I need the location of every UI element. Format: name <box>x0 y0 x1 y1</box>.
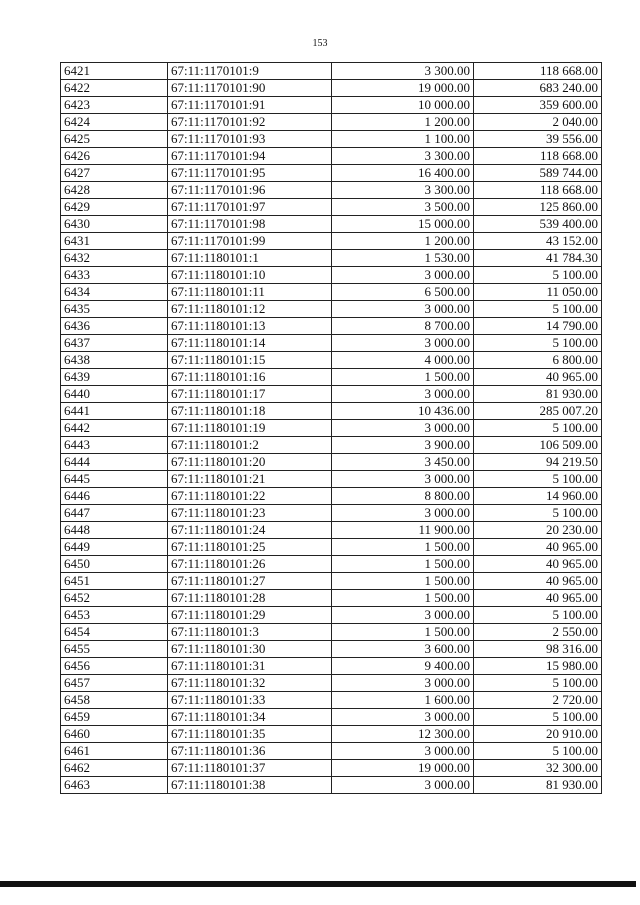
value-cell: 539 400.00 <box>474 216 602 233</box>
value-cell: 5 100.00 <box>474 335 602 352</box>
table-row <box>61 454 602 471</box>
area-cell: 10 000.00 <box>332 97 474 114</box>
table-row <box>61 675 602 692</box>
value-cell: 118 668.00 <box>474 182 602 199</box>
row-number-cell: 6421 <box>61 63 168 80</box>
area-cell: 3 000.00 <box>332 505 474 522</box>
area-cell: 3 000.00 <box>332 777 474 794</box>
table-row <box>61 692 602 709</box>
value-cell: 32 300.00 <box>474 760 602 777</box>
table-row <box>61 590 602 607</box>
cadastral-number-cell: 67:11:1170101:98 <box>168 216 332 233</box>
cadastral-number-cell: 67:11:1180101:13 <box>168 318 332 335</box>
row-number-cell: 6461 <box>61 743 168 760</box>
area-cell: 3 600.00 <box>332 641 474 658</box>
cadastral-table <box>60 62 602 794</box>
table-row <box>61 658 602 675</box>
row-number-cell: 6435 <box>61 301 168 318</box>
area-cell: 1 100.00 <box>332 131 474 148</box>
cadastral-number-cell: 67:11:1180101:37 <box>168 760 332 777</box>
value-cell: 359 600.00 <box>474 97 602 114</box>
row-number-cell: 6431 <box>61 233 168 250</box>
area-cell: 3 500.00 <box>332 199 474 216</box>
area-cell: 10 436.00 <box>332 403 474 420</box>
area-cell: 3 300.00 <box>332 182 474 199</box>
area-cell: 3 000.00 <box>332 743 474 760</box>
area-cell: 3 000.00 <box>332 709 474 726</box>
cadastral-number-cell: 67:11:1180101:26 <box>168 556 332 573</box>
row-number-cell: 6432 <box>61 250 168 267</box>
value-cell: 40 965.00 <box>474 539 602 556</box>
value-cell: 81 930.00 <box>474 386 602 403</box>
value-cell: 98 316.00 <box>474 641 602 658</box>
row-number-cell: 6449 <box>61 539 168 556</box>
row-number-cell: 6452 <box>61 590 168 607</box>
table-row <box>61 539 602 556</box>
table-row <box>61 760 602 777</box>
row-number-cell: 6430 <box>61 216 168 233</box>
area-cell: 3 000.00 <box>332 675 474 692</box>
value-cell: 14 960.00 <box>474 488 602 505</box>
row-number-cell: 6438 <box>61 352 168 369</box>
value-cell: 5 100.00 <box>474 267 602 284</box>
cadastral-number-cell: 67:11:1180101:22 <box>168 488 332 505</box>
table-row <box>61 216 602 233</box>
area-cell: 3 300.00 <box>332 63 474 80</box>
cadastral-number-cell: 67:11:1180101:20 <box>168 454 332 471</box>
cadastral-number-cell: 67:11:1180101:21 <box>168 471 332 488</box>
cadastral-number-cell: 67:11:1180101:30 <box>168 641 332 658</box>
area-cell: 3 000.00 <box>332 607 474 624</box>
row-number-cell: 6434 <box>61 284 168 301</box>
row-number-cell: 6424 <box>61 114 168 131</box>
cadastral-number-cell: 67:11:1180101:10 <box>168 267 332 284</box>
value-cell: 20 230.00 <box>474 522 602 539</box>
cadastral-number-cell: 67:11:1170101:91 <box>168 97 332 114</box>
value-cell: 2 720.00 <box>474 692 602 709</box>
value-cell: 118 668.00 <box>474 63 602 80</box>
table-row <box>61 80 602 97</box>
table-row <box>61 743 602 760</box>
row-number-cell: 6428 <box>61 182 168 199</box>
cadastral-number-cell: 67:11:1170101:96 <box>168 182 332 199</box>
area-cell: 3 450.00 <box>332 454 474 471</box>
table-row <box>61 573 602 590</box>
table-row <box>61 165 602 182</box>
value-cell: 40 965.00 <box>474 369 602 386</box>
value-cell: 11 050.00 <box>474 284 602 301</box>
value-cell: 40 965.00 <box>474 573 602 590</box>
table-row <box>61 471 602 488</box>
cadastral-number-cell: 67:11:1180101:16 <box>168 369 332 386</box>
area-cell: 3 000.00 <box>332 301 474 318</box>
table-body <box>61 63 602 794</box>
cadastral-number-cell: 67:11:1170101:94 <box>168 148 332 165</box>
row-number-cell: 6437 <box>61 335 168 352</box>
cadastral-number-cell: 67:11:1180101:1 <box>168 250 332 267</box>
table-row <box>61 556 602 573</box>
table-row <box>61 250 602 267</box>
area-cell: 3 300.00 <box>332 148 474 165</box>
row-number-cell: 6453 <box>61 607 168 624</box>
table-row <box>61 63 602 80</box>
value-cell: 39 556.00 <box>474 131 602 148</box>
area-cell: 1 500.00 <box>332 556 474 573</box>
table-row <box>61 97 602 114</box>
area-cell: 1 500.00 <box>332 369 474 386</box>
row-number-cell: 6462 <box>61 760 168 777</box>
table-row <box>61 726 602 743</box>
row-number-cell: 6442 <box>61 420 168 437</box>
value-cell: 40 965.00 <box>474 556 602 573</box>
value-cell: 81 930.00 <box>474 777 602 794</box>
row-number-cell: 6422 <box>61 80 168 97</box>
value-cell: 5 100.00 <box>474 505 602 522</box>
area-cell: 3 900.00 <box>332 437 474 454</box>
area-cell: 19 000.00 <box>332 760 474 777</box>
cadastral-number-cell: 67:11:1180101:24 <box>168 522 332 539</box>
cadastral-number-cell: 67:11:1180101:25 <box>168 539 332 556</box>
value-cell: 106 509.00 <box>474 437 602 454</box>
table-row <box>61 488 602 505</box>
cadastral-number-cell: 67:11:1180101:36 <box>168 743 332 760</box>
cadastral-number-cell: 67:11:1180101:3 <box>168 624 332 641</box>
row-number-cell: 6458 <box>61 692 168 709</box>
row-number-cell: 6459 <box>61 709 168 726</box>
cadastral-number-cell: 67:11:1180101:14 <box>168 335 332 352</box>
area-cell: 3 000.00 <box>332 420 474 437</box>
row-number-cell: 6445 <box>61 471 168 488</box>
table-row <box>61 182 602 199</box>
row-number-cell: 6429 <box>61 199 168 216</box>
cadastral-number-cell: 67:11:1180101:12 <box>168 301 332 318</box>
row-number-cell: 6440 <box>61 386 168 403</box>
table-row <box>61 114 602 131</box>
table-row <box>61 267 602 284</box>
row-number-cell: 6463 <box>61 777 168 794</box>
area-cell: 1 530.00 <box>332 250 474 267</box>
cadastral-number-cell: 67:11:1180101:17 <box>168 386 332 403</box>
cadastral-number-cell: 67:11:1180101:35 <box>168 726 332 743</box>
value-cell: 40 965.00 <box>474 590 602 607</box>
cadastral-number-cell: 67:11:1180101:27 <box>168 573 332 590</box>
area-cell: 1 600.00 <box>332 692 474 709</box>
cadastral-number-cell: 67:11:1180101:15 <box>168 352 332 369</box>
cadastral-number-cell: 67:11:1170101:92 <box>168 114 332 131</box>
value-cell: 94 219.50 <box>474 454 602 471</box>
row-number-cell: 6456 <box>61 658 168 675</box>
row-number-cell: 6451 <box>61 573 168 590</box>
cadastral-number-cell: 67:11:1180101:23 <box>168 505 332 522</box>
cadastral-number-cell: 67:11:1180101:11 <box>168 284 332 301</box>
area-cell: 1 500.00 <box>332 624 474 641</box>
table-row <box>61 641 602 658</box>
cadastral-number-cell: 67:11:1180101:31 <box>168 658 332 675</box>
value-cell: 125 860.00 <box>474 199 602 216</box>
row-number-cell: 6436 <box>61 318 168 335</box>
value-cell: 5 100.00 <box>474 420 602 437</box>
table-row <box>61 352 602 369</box>
row-number-cell: 6448 <box>61 522 168 539</box>
area-cell: 6 500.00 <box>332 284 474 301</box>
table-row <box>61 386 602 403</box>
value-cell: 6 800.00 <box>474 352 602 369</box>
cadastral-number-cell: 67:11:1180101:19 <box>168 420 332 437</box>
page-number: 153 <box>312 38 328 49</box>
cadastral-number-cell: 67:11:1180101:2 <box>168 437 332 454</box>
row-number-cell: 6433 <box>61 267 168 284</box>
table-row <box>61 199 602 216</box>
cadastral-number-cell: 67:11:1170101:93 <box>168 131 332 148</box>
value-cell: 285 007.20 <box>474 403 602 420</box>
area-cell: 1 200.00 <box>332 114 474 131</box>
value-cell: 43 152.00 <box>474 233 602 250</box>
table-row <box>61 624 602 641</box>
area-cell: 3 000.00 <box>332 335 474 352</box>
row-number-cell: 6450 <box>61 556 168 573</box>
row-number-cell: 6457 <box>61 675 168 692</box>
row-number-cell: 6447 <box>61 505 168 522</box>
value-cell: 5 100.00 <box>474 743 602 760</box>
value-cell: 41 784.30 <box>474 250 602 267</box>
row-number-cell: 6425 <box>61 131 168 148</box>
area-cell: 12 300.00 <box>332 726 474 743</box>
area-cell: 3 000.00 <box>332 386 474 403</box>
row-number-cell: 6446 <box>61 488 168 505</box>
value-cell: 589 744.00 <box>474 165 602 182</box>
value-cell: 14 790.00 <box>474 318 602 335</box>
area-cell: 1 200.00 <box>332 233 474 250</box>
table-row <box>61 233 602 250</box>
area-cell: 8 800.00 <box>332 488 474 505</box>
table-row <box>61 301 602 318</box>
table-row <box>61 284 602 301</box>
cadastral-number-cell: 67:11:1180101:32 <box>168 675 332 692</box>
area-cell: 4 000.00 <box>332 352 474 369</box>
cadastral-number-cell: 67:11:1170101:90 <box>168 80 332 97</box>
row-number-cell: 6426 <box>61 148 168 165</box>
value-cell: 5 100.00 <box>474 675 602 692</box>
area-cell: 9 400.00 <box>332 658 474 675</box>
table-row <box>61 437 602 454</box>
table-row <box>61 369 602 386</box>
area-cell: 8 700.00 <box>332 318 474 335</box>
area-cell: 1 500.00 <box>332 573 474 590</box>
table-row <box>61 335 602 352</box>
table-row <box>61 403 602 420</box>
row-number-cell: 6441 <box>61 403 168 420</box>
table-row <box>61 505 602 522</box>
value-cell: 2 550.00 <box>474 624 602 641</box>
area-cell: 1 500.00 <box>332 539 474 556</box>
cadastral-number-cell: 67:11:1170101:97 <box>168 199 332 216</box>
table-row <box>61 522 602 539</box>
table-row <box>61 318 602 335</box>
row-number-cell: 6439 <box>61 369 168 386</box>
cadastral-number-cell: 67:11:1180101:28 <box>168 590 332 607</box>
area-cell: 3 000.00 <box>332 267 474 284</box>
row-number-cell: 6443 <box>61 437 168 454</box>
value-cell: 15 980.00 <box>474 658 602 675</box>
row-number-cell: 6444 <box>61 454 168 471</box>
value-cell: 683 240.00 <box>474 80 602 97</box>
row-number-cell: 6427 <box>61 165 168 182</box>
table-row <box>61 148 602 165</box>
area-cell: 16 400.00 <box>332 165 474 182</box>
table-row <box>61 131 602 148</box>
cadastral-number-cell: 67:11:1170101:95 <box>168 165 332 182</box>
row-number-cell: 6454 <box>61 624 168 641</box>
table-row <box>61 777 602 794</box>
cadastral-number-cell: 67:11:1170101:9 <box>168 63 332 80</box>
row-number-cell: 6423 <box>61 97 168 114</box>
cadastral-number-cell: 67:11:1180101:34 <box>168 709 332 726</box>
bottom-rule <box>0 881 636 887</box>
value-cell: 5 100.00 <box>474 709 602 726</box>
area-cell: 15 000.00 <box>332 216 474 233</box>
value-cell: 118 668.00 <box>474 148 602 165</box>
value-cell: 5 100.00 <box>474 607 602 624</box>
area-cell: 11 900.00 <box>332 522 474 539</box>
cadastral-number-cell: 67:11:1180101:29 <box>168 607 332 624</box>
row-number-cell: 6455 <box>61 641 168 658</box>
cadastral-number-cell: 67:11:1170101:99 <box>168 233 332 250</box>
table-row <box>61 607 602 624</box>
row-number-cell: 6460 <box>61 726 168 743</box>
value-cell: 20 910.00 <box>474 726 602 743</box>
area-cell: 19 000.00 <box>332 80 474 97</box>
area-cell: 1 500.00 <box>332 590 474 607</box>
cadastral-number-cell: 67:11:1180101:38 <box>168 777 332 794</box>
value-cell: 2 040.00 <box>474 114 602 131</box>
value-cell: 5 100.00 <box>474 301 602 318</box>
table-row <box>61 420 602 437</box>
cadastral-number-cell: 67:11:1180101:33 <box>168 692 332 709</box>
cadastral-number-cell: 67:11:1180101:18 <box>168 403 332 420</box>
table-row <box>61 709 602 726</box>
value-cell: 5 100.00 <box>474 471 602 488</box>
area-cell: 3 000.00 <box>332 471 474 488</box>
